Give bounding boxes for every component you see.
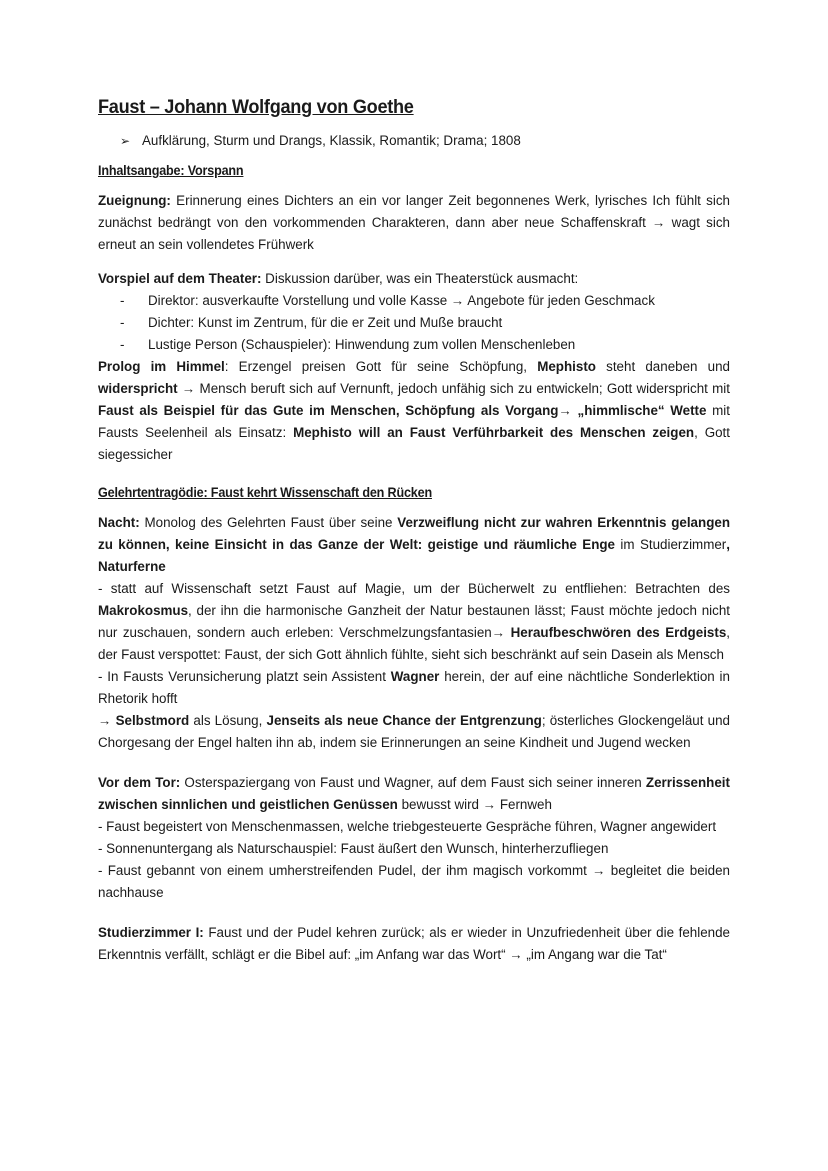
- paragraph-tor: Vor dem Tor: Osterspaziergang von Faust und Wagner, auf dem Faust sich seiner inneren Zerrissenheit zwischen sinnlichen und geistlichen Genüssen bewusst wird → Fernweh: [98, 775, 730, 812]
- section-heading-gelehrtentragoedie: Gelehrtentragödie: Faust kehrt Wissenschaft den Rücken: [98, 484, 432, 500]
- list-item: - Direktor: ausverkaufte Vorstellung und volle Kasse → Angebote für jeden Geschmack: [120, 293, 655, 308]
- paragraph-studierzimmer: Studierzimmer I: Faust und der Pudel kehren zurück; als er wieder in Unzufriedenheit über die fehlende Erkenntnis verfällt, schlägt er die Bibel auf: „im Anfang war das Wort“ → „im Angang war die Tat“: [98, 925, 730, 962]
- list-item: - Lustige Person (Schauspieler): Hinwendung zum vollen Menschenleben: [120, 337, 576, 352]
- paragraph-nacht-magie: - statt auf Wissenschaft setzt Faust auf Magie, um der Bücherwelt zu entfliehen: Betrachten des Makrokosmus, der ihn die harmonische Ganzheit der Natur bestaunen lässt; Faust möchte jedoch nicht nur zuschauen, sondern auch erleben: Verschmelzungsfantasien→ Heraufbeschwören des Erdgeists, der Faust verspottet: Faust, der sich Gott ähnlich fühlte, sieht sich beschränkt auf sein Dasein als Mensch: [98, 581, 730, 662]
- paragraph-tor-line: - Faust begeistert von Menschenmassen, welche triebgesteuerte Gespräche führen, Wagner angewidert: [98, 819, 717, 834]
- paragraph-nacht-wagner: - In Fausts Verunsicherung platzt sein Assistent Wagner herein, der auf eine nächtliche Sonderlektion in Rhetorik hofft: [98, 669, 730, 706]
- paragraph-nacht-selbstmord: → Selbstmord als Lösung, Jenseits als neue Chance der Entgrenzung; österliches Glockengeläut und Chorgesang der Engel halten ihn ab, indem sie Erinnerungen an seine Kindheit und Jugend wecken: [98, 713, 730, 750]
- paragraph-nacht: Nacht: Monolog des Gelehrten Faust über seine Verzweiflung nicht zur wahren Erkenntnis gelangen zu können, keine Einsicht in das Ganze der Welt: geistige und räumliche Enge im Studierzimmer, Naturferne: [98, 515, 731, 574]
- paragraph-tor-line: - Faust gebannt von einem umherstreifenden Pudel, der ihm magisch vorkommt → begleitet die beiden nachhause: [98, 863, 730, 900]
- label-zueignung: Zueignung:: [98, 193, 171, 208]
- list-item: - Dichter: Kunst im Zentrum, für die er Zeit und Muße braucht: [120, 315, 503, 330]
- paragraph-tor-line: - Sonnenuntergang als Naturschauspiel: Faust äußert den Wunsch, hinterherzufliegen: [98, 841, 609, 856]
- arrow-bullet-icon: ➢: [120, 133, 131, 148]
- label-studierzimmer: Studierzimmer I:: [98, 925, 204, 940]
- vorspiel-list: [98, 290, 730, 356]
- meta-bullet: [120, 133, 730, 148]
- paragraph-prolog: Prolog im Himmel: Erzengel preisen Gott für seine Schöpfung, Mephisto steht daneben und widerspricht → Mensch beruft sich auf Vernunft, jedoch unfähig sich zu entwickeln; Gott widerspricht mit Faust als Beispiel für das Gute im Menschen, Schöpfung als Vorgang→ „himmlische“ Wette mit Fausts Seelenheil als Einsatz: Mephisto will an Faust Verführbarkeit des Menschen zeigen, Gott siegessicher: [98, 359, 731, 462]
- meta-text: Aufklärung, Sturm und Drangs, Klassik, Romantik; Drama; 1808: [142, 133, 521, 148]
- block-vor-dem-tor: [98, 772, 730, 904]
- block-nacht: [98, 512, 730, 754]
- paragraph-zueignung: Zueignung: Erinnerung eines Dichters an ein vor langer Zeit begonnenes Werk, lyrisches Ich fühlt sich zunächst bedrängt von den vorkommenden Charakteren, dann aber neue Schaffenskraft → wagt sich erneut an sein vollendetes Frühwerk: [98, 193, 730, 252]
- label-nacht: Nacht:: [98, 515, 140, 530]
- label-vorspiel: Vorspiel auf dem Theater:: [98, 271, 262, 286]
- label-prolog: Prolog im Himmel: [98, 359, 225, 374]
- label-tor: Vor dem Tor:: [98, 775, 181, 790]
- paragraph-vorspiel: Vorspiel auf dem Theater: Diskussion darüber, was ein Theaterstück ausmacht:: [98, 271, 579, 286]
- section-heading-vorspann: Inhaltsangabe: Vorspann: [98, 162, 244, 178]
- document-title: Faust – Johann Wolfgang von Goethe: [98, 96, 414, 118]
